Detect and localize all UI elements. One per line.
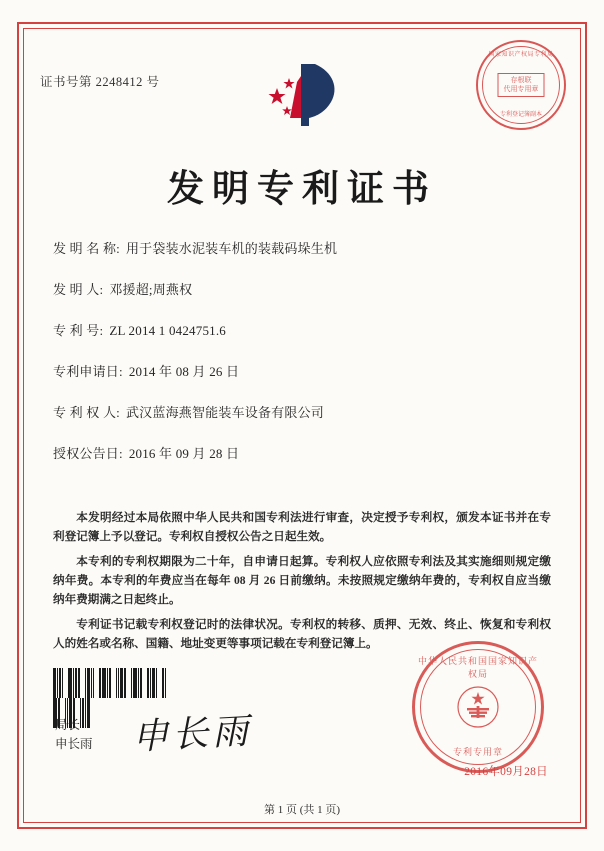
body-paragraph-2: 本专利的专利权期限为二十年，自申请日起算。专利权人应依照专利法及其实施细则规定缴纳年费。本专利的年费应当在每年 08 月 26 日前缴纳。未按照规定缴纳年费的，专利权自应当缴纳年费期满之日起终止。 [53,555,551,606]
field-grant-announcement-date [53,443,553,462]
stamp-bottom-text: 专利登记簿副本 [499,112,542,118]
signature-block [55,716,93,754]
field-list [53,238,553,484]
patent-office-logo-icon [257,62,347,128]
field-value: 2016 年 09 月 28 日 [128,446,240,461]
national-seal-bottom-text: 专利专用章 [452,747,503,757]
field-label: 专利申请日: [53,364,123,379]
body-paragraph-3: 专利证书记载专利权登记时的法律状况。专利权的转移、质押、无效、终止、恢复和专利权人的姓名或名称、国籍、地址变更等事项记载在专利登记簿上。 [53,618,551,650]
field-value: 2014 年 08 月 26 日 [128,364,240,379]
stamp-top-text: 国家知识产权局专利局 [488,52,554,58]
body-paragraph-1: 本发明经过本局依照中华人民共和国专利法进行审查，决定授予专利权，颁发本证书并在专利登记簿上予以登记。专利权自授权公告之日起生效。 [53,511,551,543]
stamp-center-line1: 存根联 [510,76,532,84]
field-value: ZL 2014 1 0424751.6 [109,323,227,338]
field-value: 武汉蓝海燕智能装车设备有限公司 [125,405,324,420]
director-name-label: 申长雨 [55,737,93,751]
field-patent-number [53,320,553,339]
field-label: 专 利 号: [53,323,104,338]
page-footer: 第 1 页 (共 1 页) [263,804,341,816]
field-label: 发 明 名 称: [53,241,120,256]
national-emblem-icon [455,684,501,730]
certificate-number: 证书号第 2248412 号 [40,75,160,89]
barcode [53,668,171,698]
seal-date: 2016年09月28日 [464,766,548,778]
national-seal-top-text: 中华人民共和国国家知识产权局 [417,656,538,679]
page-title: 发明专利证书 [167,169,437,210]
field-label: 发 明 人: [53,282,104,297]
stamp-center-line2: 代用专用章 [503,85,539,93]
national-seal-icon [412,641,544,773]
field-label: 授权公告日: [53,446,123,461]
director-title-label: 局长 [55,718,81,732]
field-invention-name [53,238,553,257]
field-application-date [53,361,553,380]
handwritten-signature: 申长雨 [131,710,254,758]
stamp-center-text [498,73,545,97]
registry-stamp-icon [476,40,566,130]
body-text [53,508,551,659]
field-value: 用于袋装水泥装车机的装载码垛生机 [125,241,338,256]
field-label: 专 利 权 人: [53,405,120,420]
field-patentee [53,402,553,421]
field-inventor [53,279,553,298]
field-value: 邓援超;周燕权 [109,282,193,297]
